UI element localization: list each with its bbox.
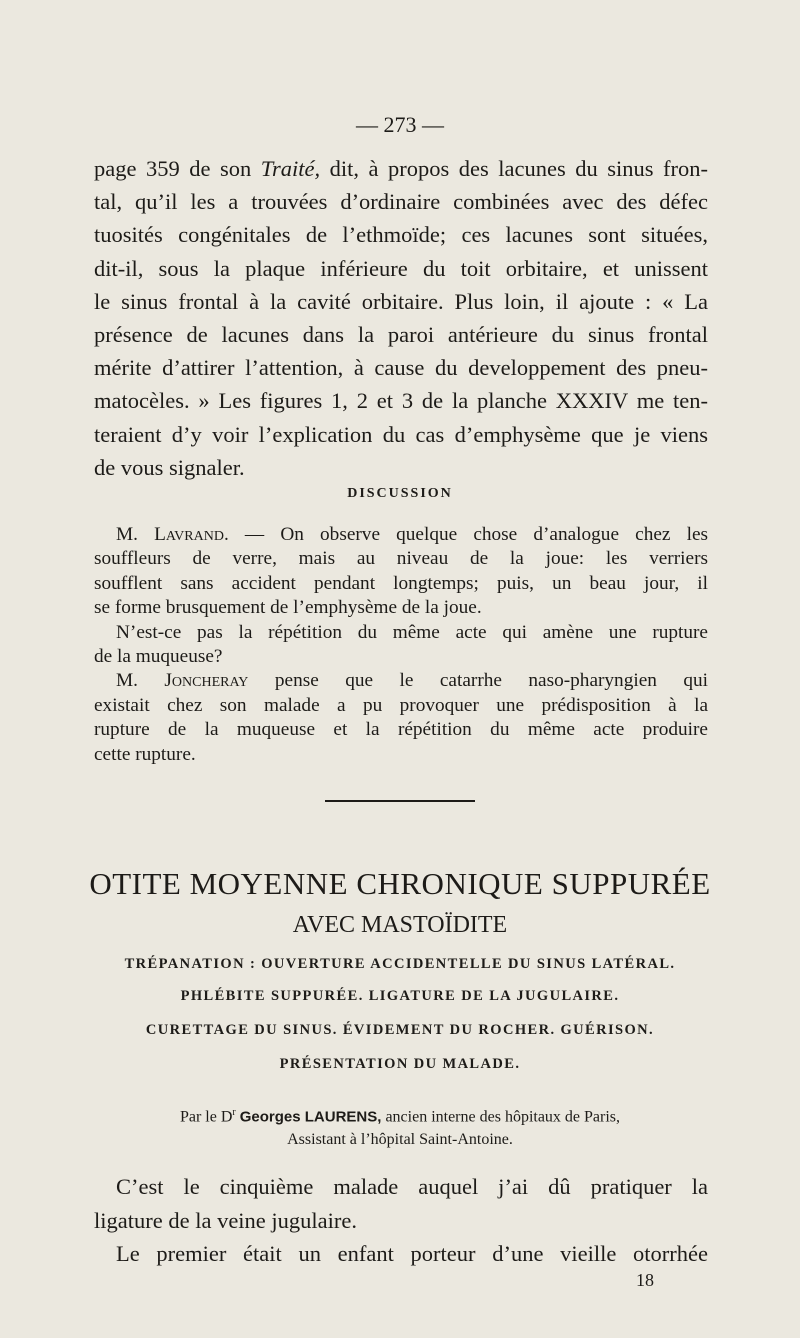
italic-title: Traité, [260, 156, 321, 181]
text-line: de la muqueuse? [94, 646, 223, 668]
text-line: Le premier était un enfant porteur d’une vieille otorrhée [116, 1241, 708, 1266]
article-title: OTITE MOYENNE CHRONIQUE SUPPURÉE [89, 866, 711, 901]
text-line: le sinus frontal à la cavité orbitaire. Plus loin, il ajoute : « La [94, 288, 708, 314]
text-line: dit-il, sous la plaque inférieure du toit orbitaire, et unissent [94, 255, 708, 281]
section-divider [325, 800, 475, 802]
text-line: M. Lavrand. — On observe quelque chose d’analogue chez les [116, 524, 709, 545]
text-line: souffleurs de verre, mais au niveau de la joue: les verriers [94, 548, 708, 570]
speaker-name: M. Lavrand. [116, 524, 229, 545]
text-line: mérite d’attirer l’attention, à cause du developpement des pneu- [94, 355, 708, 381]
text-line: page 359 de son Traité, dit, à propos des lacunes du sinus fron- [94, 156, 708, 181]
article-subheading: PRÉSENTATION DU MALADE. [279, 1056, 521, 1072]
text-line: teraient d’y voir l’explication du cas d’emphysème que je viens [94, 421, 708, 447]
text-line: tuosités congénitales de l’ethmoïde; ces lacunes sont situées, [94, 222, 708, 248]
discussion-heading: DISCUSSION [347, 486, 453, 501]
author-name: Georges LAURENS, [239, 1108, 382, 1126]
text-line: M. Joncheray pense que le catarrhe naso-pharyngien qui [116, 670, 708, 692]
speaker-name: M. Joncheray [116, 670, 249, 692]
author-byline [0, 1101, 800, 1151]
article-subtitle: AVEC MASTOÏDITE [292, 912, 508, 938]
text-line: ligature de la veine jugulaire. [94, 1207, 358, 1233]
text-line: cette rupture. [94, 743, 196, 765]
text-line: soufflent sans accident pendant longtemps; puis, un beau jour, il [94, 572, 708, 594]
text-line: présence de lacunes dans la paroi antérieure du sinus frontal [94, 322, 708, 348]
page-number: — 273 — [356, 112, 444, 137]
text-line: matocèles. » Les figures 1, 2 et 3 de la planche XXXIV me ten- [94, 388, 708, 414]
text-line: C’est le cinquième malade auquel j’ai dû pratiquer la [116, 1174, 708, 1199]
text-line: tal, qu’il les a trouvées d’ordinaire combinées avec des défec [94, 189, 708, 215]
text-line: rupture de la muqueuse et la répétition du même acte produire [94, 719, 708, 741]
text-line: se forme brusquement de l’emphysème de la joue. [94, 597, 482, 619]
intro-paragraph [94, 152, 708, 484]
discussion-section [94, 523, 708, 767]
text-line: existait chez son malade a pu provoquer une prédisposition à la [94, 694, 708, 716]
author-affiliation: Assistant à l’hôpital Saint-Antoine. [287, 1131, 513, 1149]
author-line: Par le $D^r$ Georges LAURENS, ancien interne des hôpitaux de Paris, [179, 1107, 621, 1126]
text-line: N’est-ce pas la répétition du même acte qui amène une rupture [116, 621, 708, 643]
article-subheading: PHLÉBITE SUPPURÉE. LIGATURE DE LA JUGULAIRE. [180, 988, 620, 1004]
signature-mark: 18 [636, 1270, 654, 1290]
article-subheading: TRÉPANATION : OUVERTURE ACCIDENTELLE DU SINUS LATÉRAL. [124, 956, 676, 972]
article-subheading: CURETTAGE DU SINUS. ÉVIDEMENT DU ROCHER. GUÉRISON. [145, 1022, 655, 1038]
text-line: de vous signaler. [94, 454, 245, 480]
article-body [94, 1170, 708, 1271]
